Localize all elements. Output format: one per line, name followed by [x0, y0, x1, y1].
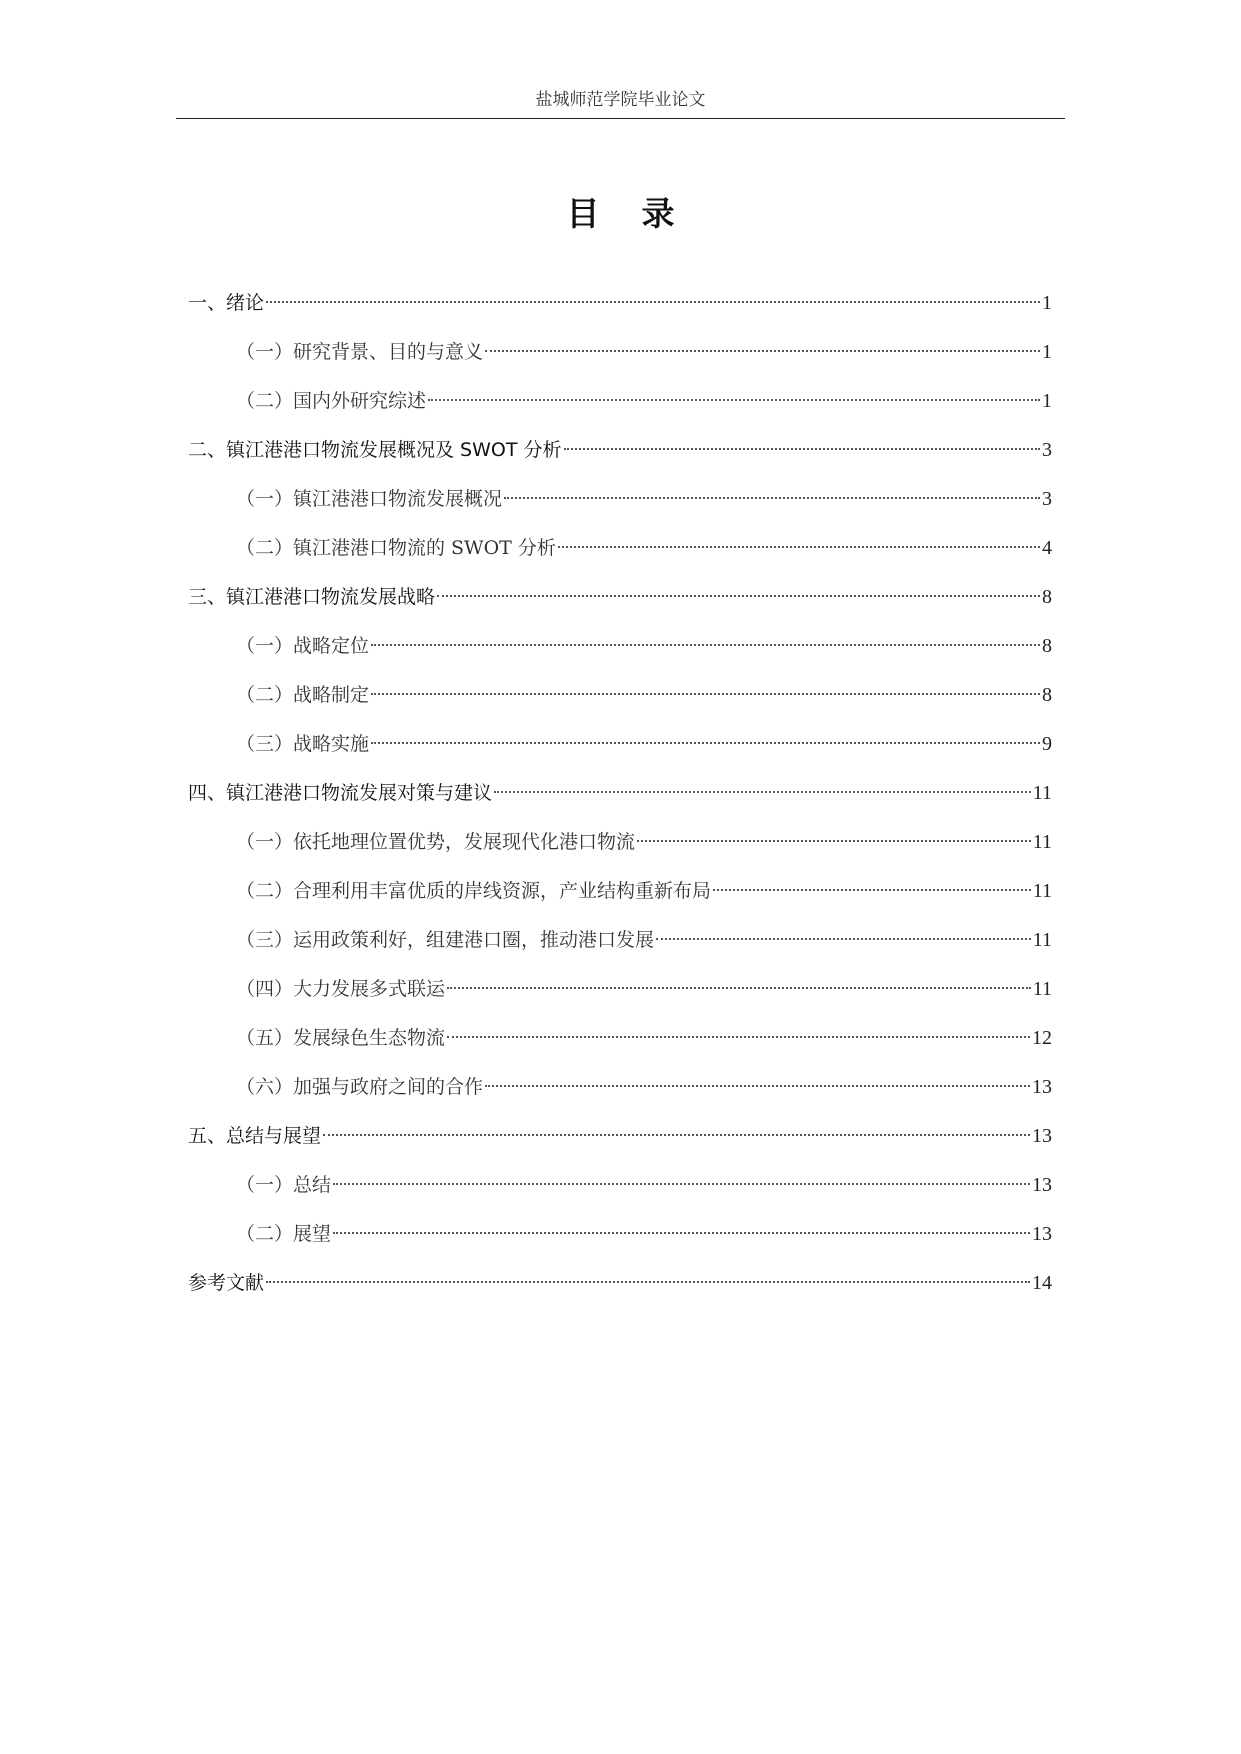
toc-page-number: 8	[1042, 586, 1052, 608]
toc-section-entry[interactable]	[188, 1071, 1052, 1120]
toc-dot-leader	[428, 398, 1040, 401]
toc-page-number: 8	[1042, 684, 1052, 706]
toc-page-number: 9	[1042, 733, 1052, 755]
toc-chapter-entry[interactable]	[188, 777, 1052, 826]
toc-entry-label: 三、镇江港港口物流发展战略	[188, 586, 436, 608]
toc-chapter-entry[interactable]	[188, 287, 1052, 336]
toc-entry-label: 四、镇江港港口物流发展对策与建议	[188, 782, 493, 804]
toc-page-number: 1	[1042, 390, 1052, 412]
toc-title: 目录	[566, 194, 717, 233]
toc-entry-label: （一）镇江港港口物流发展概况	[236, 488, 503, 510]
toc-page-number: 4	[1042, 537, 1052, 559]
toc-section-entry[interactable]	[188, 1022, 1052, 1071]
toc-section-entry[interactable]	[188, 483, 1052, 532]
toc-page-number: 13	[1032, 1174, 1052, 1196]
toc-entry-label: （一）战略定位	[236, 635, 370, 657]
toc-page-number: 11	[1032, 978, 1052, 1000]
toc-section-entry[interactable]	[188, 973, 1052, 1022]
toc-section-entry[interactable]	[188, 679, 1052, 728]
toc-section-entry[interactable]	[188, 385, 1052, 434]
toc-entry-label: （二）展望	[236, 1223, 332, 1245]
toc-entry-label: （一）依托地理位置优势，发展现代化港口物流	[236, 831, 636, 853]
toc-page-number: 1	[1042, 341, 1052, 363]
toc-dot-leader	[371, 643, 1040, 646]
page-header-text: 盐城师范学院毕业论文	[535, 90, 706, 110]
toc-dot-leader	[485, 1084, 1030, 1087]
toc-section-entry[interactable]	[188, 336, 1052, 385]
toc-chapter-entry[interactable]	[188, 434, 1052, 483]
toc-dot-leader	[333, 1231, 1030, 1234]
table-of-contents	[188, 287, 1052, 1316]
toc-entry-label: （二）国内外研究综述	[236, 390, 427, 412]
toc-dot-leader	[713, 888, 1031, 891]
toc-entry-label: （一）总结	[236, 1174, 332, 1196]
toc-dot-leader	[637, 839, 1031, 842]
toc-page-number: 11	[1032, 929, 1052, 951]
toc-page-number: 14	[1032, 1272, 1052, 1294]
toc-chapter-entry[interactable]	[188, 581, 1052, 630]
toc-dot-leader	[333, 1182, 1030, 1185]
toc-page-number: 1	[1042, 292, 1052, 314]
toc-chapter-entry[interactable]	[188, 1267, 1052, 1316]
toc-dot-leader	[564, 447, 1041, 450]
toc-section-entry[interactable]	[188, 728, 1052, 777]
toc-entry-label: 二、镇江港港口物流发展概况及 SWOT 分析	[188, 439, 562, 461]
toc-dot-leader	[558, 545, 1040, 548]
toc-page-number: 8	[1042, 635, 1052, 657]
page-header	[176, 88, 1065, 119]
toc-page-number: 11	[1032, 831, 1052, 853]
toc-entry-label: （一）研究背景、目的与意义	[236, 341, 484, 363]
toc-dot-leader	[656, 937, 1031, 940]
toc-entry-label: （三）战略实施	[236, 733, 370, 755]
toc-dot-leader	[371, 741, 1040, 744]
toc-dot-leader	[266, 300, 1040, 303]
toc-section-entry[interactable]	[188, 1169, 1052, 1218]
toc-dot-leader	[504, 496, 1040, 499]
toc-section-entry[interactable]	[188, 1218, 1052, 1267]
toc-section-entry[interactable]	[188, 630, 1052, 679]
toc-chapter-entry[interactable]	[188, 1120, 1052, 1169]
toc-dot-leader	[437, 594, 1040, 597]
toc-entry-label: （六）加强与政府之间的合作	[236, 1076, 484, 1098]
toc-page-number: 3	[1042, 439, 1052, 461]
toc-section-entry[interactable]	[188, 826, 1052, 875]
toc-entry-label: 五、总结与展望	[188, 1125, 322, 1147]
toc-entry-label: 一、绪论	[188, 292, 265, 314]
toc-page-number: 13	[1032, 1125, 1052, 1147]
toc-page-number: 11	[1032, 782, 1052, 804]
toc-dot-leader	[266, 1280, 1030, 1283]
toc-dot-leader	[485, 349, 1040, 352]
toc-page-number: 3	[1042, 488, 1052, 510]
toc-section-entry[interactable]	[188, 532, 1052, 581]
toc-entry-label: （五）发展绿色生态物流	[236, 1027, 446, 1049]
toc-section-entry[interactable]	[188, 924, 1052, 973]
toc-dot-leader	[371, 692, 1040, 695]
toc-entry-label: 参考文献	[188, 1272, 265, 1294]
toc-entry-label: （二）合理利用丰富优质的岸线资源，产业结构重新布局	[236, 880, 712, 902]
toc-dot-leader	[323, 1133, 1030, 1136]
toc-page-number: 13	[1032, 1076, 1052, 1098]
toc-entry-label: （四）大力发展多式联运	[236, 978, 446, 1000]
toc-entry-label: （三）运用政策利好，组建港口圈，推动港口发展	[236, 929, 655, 951]
toc-dot-leader	[447, 986, 1031, 989]
toc-page-number: 11	[1032, 880, 1052, 902]
toc-entry-label: （二）战略制定	[236, 684, 370, 706]
toc-dot-leader	[494, 790, 1031, 793]
toc-page-number: 13	[1032, 1223, 1052, 1245]
toc-section-entry[interactable]	[188, 875, 1052, 924]
toc-entry-label: （二）镇江港港口物流的 SWOT 分析	[236, 537, 556, 559]
toc-page-number: 12	[1032, 1027, 1052, 1049]
toc-dot-leader	[447, 1035, 1030, 1038]
